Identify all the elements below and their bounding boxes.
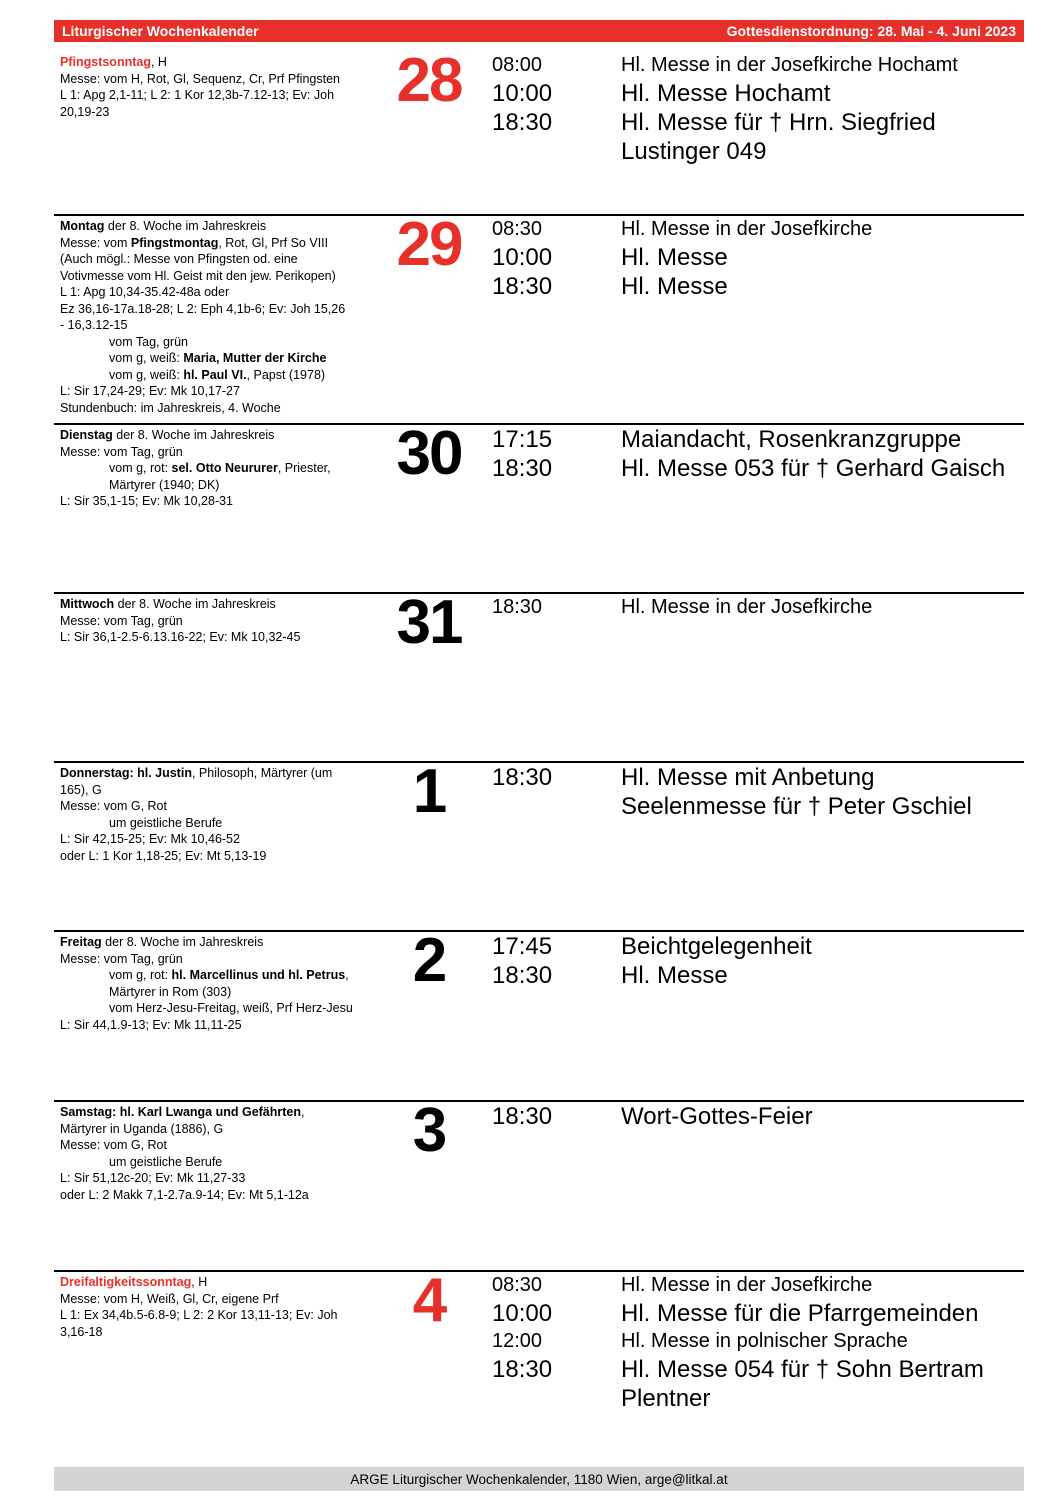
liturgy-text: Stundenbuch: im Jahreskreis, 4. Woche — [60, 400, 281, 415]
service-description: Hl. Messe in der Josefkirche — [621, 218, 873, 240]
liturgy-line — [60, 1000, 390, 1017]
day-block — [54, 1096, 1024, 1202]
liturgy-text: L: Sir 35,1-15; Ev: Mk 10,28-31 — [60, 494, 234, 508]
service-row — [492, 272, 1022, 301]
liturgy-emphasis: sel. Otto Neururer — [171, 461, 278, 475]
service-time: 10:00 — [492, 244, 553, 271]
liturgy-line — [60, 71, 390, 88]
liturgy-line — [60, 350, 390, 367]
liturgy-line — [60, 334, 390, 351]
liturgy-line — [60, 951, 390, 968]
liturgy-line — [60, 54, 390, 71]
liturgy-text: der 8. Woche im Jahreskreis — [104, 219, 267, 233]
liturgy-text: L 1: Ex 34,4b.5-6.8-9; L 2: 2 Kor 13,11-13; Ev: Joh — [60, 1308, 338, 1322]
liturgy-line — [60, 218, 390, 235]
liturgy-text: Messe: vom G, Rot — [60, 1138, 167, 1152]
liturgy-text: Messe: vom Tag, grün — [60, 444, 183, 459]
liturgy-line — [60, 765, 390, 782]
liturgy-text: 165), G — [60, 782, 102, 797]
liturgy-line — [60, 984, 390, 1001]
liturgy-text: Votivmesse vom Hl. Geist mit den jew. Perikopen) — [60, 268, 336, 283]
liturgy-text: um geistliche Berufe — [109, 1154, 223, 1169]
liturgy-emphasis: Pfingstsonntag — [60, 55, 151, 69]
service-time: 18:30 — [492, 273, 553, 300]
liturgy-line — [60, 596, 390, 613]
liturgy-text: , — [301, 1105, 305, 1119]
liturgy-line — [60, 1154, 390, 1171]
header-date-range: Gottesdienstordnung: 28. Mai - 4. Juni 2023 — [726, 23, 1016, 39]
liturgy-line — [60, 1170, 390, 1187]
liturgy-line — [60, 477, 390, 494]
service-row — [492, 932, 1022, 961]
service-list — [492, 425, 1022, 483]
liturgy-text: Messe: vom G, Rot — [60, 799, 167, 813]
liturgy-line — [60, 268, 390, 285]
service-list — [492, 1272, 1022, 1413]
liturgy-line — [60, 782, 390, 799]
liturgy-text: , H — [191, 1275, 208, 1289]
liturgy-line — [60, 87, 390, 104]
service-description: Maiandacht, Rosenkranzgruppe — [621, 426, 962, 453]
header-title: Liturgischer Wochenkalender — [62, 23, 259, 39]
service-time: 18:30 — [492, 109, 553, 136]
service-list — [492, 1102, 1022, 1131]
liturgy-text: , Philosoph, Märtyrer (um — [191, 766, 333, 780]
liturgy-text: 20,19-23 — [60, 104, 110, 119]
service-row — [492, 108, 1022, 166]
liturgy-text: L: Sir 42,15-25; Ev: Mk 10,46-52 — [60, 832, 240, 846]
liturgy-text: L: Sir 44,1.9-13; Ev: Mk 11,11-25 — [60, 1017, 242, 1032]
service-list — [492, 932, 1022, 990]
liturgy-line — [60, 1324, 390, 1341]
liturgy-line — [60, 1307, 390, 1324]
liturgy-emphasis: Donnerstag: hl. Justin — [60, 766, 192, 780]
liturgy-text: L: Sir 17,24-29; Ev: Mk 10,17-27 — [60, 384, 240, 398]
liturgy-line — [60, 427, 390, 444]
liturgy-info — [60, 596, 390, 646]
day-number: 4 — [412, 1266, 446, 1335]
service-description: Hl. Messe — [621, 244, 728, 271]
service-list — [492, 763, 1022, 821]
liturgy-text: Messe: vom H, Weiß, Gl, Cr, eigene Prf — [60, 1291, 279, 1306]
liturgy-emphasis: hl. Marcellinus und hl. Petrus — [171, 968, 346, 982]
service-row — [492, 454, 1022, 483]
liturgy-text: vom Herz-Jesu-Freitag, weiß, Prf Herz-Jesu — [109, 1001, 353, 1015]
service-time: 08:30 — [492, 1274, 543, 1296]
liturgy-emphasis: Mittwoch — [60, 597, 115, 611]
service-description: Hl. Messe in polnischer Sprache — [621, 1330, 908, 1352]
service-row — [492, 52, 1022, 79]
service-time: 10:00 — [492, 80, 553, 107]
liturgy-text: L 1: Apg 2,1-11; L 2: 1 Kor 12,3b-7.12-13; Ev: Joh — [60, 88, 335, 102]
liturgy-line — [60, 301, 390, 318]
liturgy-line — [60, 1274, 390, 1291]
service-description: Hl. Messe Hochamt — [621, 80, 831, 107]
day-block — [54, 1266, 1024, 1412]
liturgy-line — [60, 815, 390, 832]
service-row — [492, 79, 1022, 108]
service-description: Hl. Messe — [621, 962, 728, 989]
service-row — [492, 425, 1022, 454]
liturgy-line — [60, 235, 390, 252]
service-row — [492, 961, 1022, 990]
liturgy-text: Messe: vom — [60, 235, 131, 250]
liturgy-line — [60, 367, 390, 384]
liturgy-line — [60, 798, 390, 815]
service-description: Hl. Messe — [621, 273, 728, 300]
day-number: 30 — [396, 419, 462, 488]
liturgy-text: , — [345, 968, 349, 982]
liturgy-line — [60, 831, 390, 848]
liturgy-info — [60, 765, 390, 864]
liturgy-line — [60, 383, 390, 400]
liturgy-text: , Priester, — [277, 461, 331, 475]
service-time: 10:00 — [492, 1300, 553, 1327]
liturgy-emphasis: Freitag — [60, 935, 102, 949]
service-time: 17:15 — [492, 426, 553, 453]
header-bar — [54, 20, 1024, 42]
service-time: 08:00 — [492, 54, 543, 76]
liturgy-info — [60, 934, 390, 1033]
service-time: 17:45 — [492, 933, 553, 960]
liturgy-line — [60, 104, 390, 121]
day-block — [54, 419, 1024, 508]
liturgy-emphasis: Dienstag — [60, 428, 113, 442]
liturgy-line — [60, 848, 390, 865]
liturgy-line — [60, 1137, 390, 1154]
service-description: Hl. Messe in der Josefkirche Hochamt — [621, 54, 958, 76]
liturgy-emphasis: Montag — [60, 219, 105, 233]
liturgy-text: vom g, rot: — [109, 968, 172, 982]
liturgy-line — [60, 1187, 390, 1204]
liturgy-text: , H — [150, 55, 167, 69]
liturgy-line — [60, 460, 390, 477]
liturgy-line — [60, 934, 390, 951]
liturgy-text: L: Sir 51,12c-20; Ev: Mk 11,27-33 — [60, 1171, 246, 1185]
liturgy-emphasis: Pfingstmontag — [130, 235, 219, 250]
liturgy-text: der 8. Woche im Jahreskreis — [101, 935, 264, 949]
service-row — [492, 1355, 1022, 1413]
liturgy-info — [60, 427, 390, 510]
service-description: Wort-Gottes-Feier — [621, 1103, 813, 1130]
liturgy-text: Messe: vom Tag, grün — [60, 613, 183, 628]
service-row — [492, 1102, 1022, 1131]
liturgy-text: - 16,3.12-15 — [60, 318, 128, 332]
liturgy-text: Messe: vom Tag, grün — [60, 951, 183, 966]
liturgy-text: L: Sir 36,1-2.5-6.13.16-22; Ev: Mk 10,32-45 — [60, 630, 301, 644]
service-description: Hl. Messe 053 für † Gerhard Gaisch — [621, 455, 1006, 482]
day-number: 31 — [396, 588, 462, 657]
day-number: 28 — [396, 46, 462, 115]
service-time: 18:30 — [492, 962, 553, 989]
liturgy-info — [60, 1104, 390, 1203]
day-block — [54, 210, 1024, 415]
service-row — [492, 1299, 1022, 1328]
service-time — [492, 792, 621, 821]
liturgy-line — [60, 1291, 390, 1308]
service-description: Hl. Messe mit Anbetung — [621, 764, 875, 791]
service-time: 08:30 — [492, 218, 543, 240]
liturgy-line — [60, 613, 390, 630]
service-time: 18:30 — [492, 596, 543, 618]
liturgy-text: , Papst (1978) — [246, 367, 326, 382]
service-description: Seelenmesse für † Peter Gschiel — [621, 793, 972, 820]
service-time: 18:30 — [492, 1103, 553, 1130]
liturgy-line — [60, 251, 390, 268]
footer-bar — [54, 1467, 1024, 1491]
liturgy-text: der 8. Woche im Jahreskreis — [112, 428, 275, 442]
liturgy-emphasis: Samstag: hl. Karl Lwanga und Gefährten — [60, 1105, 302, 1119]
service-row — [492, 216, 1022, 243]
service-description: Hl. Messe in der Josefkirche — [621, 596, 873, 618]
liturgy-emphasis: hl. Paul VI. — [183, 367, 247, 382]
day-number: 29 — [396, 210, 462, 279]
liturgy-text: der 8. Woche im Jahreskreis — [114, 597, 276, 611]
day-block — [54, 926, 1024, 1032]
liturgy-line — [60, 1121, 390, 1138]
liturgy-line — [60, 629, 390, 646]
liturgy-text: Märtyrer (1940; DK) — [109, 477, 220, 492]
service-row — [492, 792, 1022, 821]
liturgy-info — [60, 1274, 390, 1340]
liturgy-text: vom g, weiß: — [109, 367, 184, 382]
liturgy-text: , Rot, Gl, Prf So VIII — [218, 235, 329, 250]
service-time: 18:30 — [492, 1356, 553, 1383]
service-time: 18:30 — [492, 455, 553, 482]
liturgy-line — [60, 317, 390, 334]
liturgy-text: (Auch mögl.: Messe von Pfingsten od. eine — [60, 252, 298, 266]
day-number: 3 — [412, 1096, 446, 1165]
day-block — [54, 588, 1024, 657]
service-time: 18:30 — [492, 764, 553, 791]
liturgy-line — [60, 967, 390, 984]
service-row — [492, 1328, 1022, 1355]
liturgy-line — [60, 1017, 390, 1034]
service-row — [492, 594, 1022, 621]
liturgy-line — [60, 493, 390, 510]
liturgy-text: Märtyrer in Uganda (1886), G — [60, 1121, 224, 1136]
liturgy-text: vom g, weiß: — [109, 351, 184, 365]
service-description: Hl. Messe in der Josefkirche — [621, 1274, 873, 1296]
service-description: Hl. Messe für † Hrn. Siegfried Lustinger 049 — [621, 109, 936, 165]
liturgy-info — [60, 54, 390, 120]
liturgy-line — [60, 1104, 390, 1121]
day-number: 2 — [412, 926, 446, 995]
service-row — [492, 1272, 1022, 1299]
service-row — [492, 243, 1022, 272]
service-list — [492, 594, 1022, 621]
service-description: Hl. Messe 054 für † Sohn Bertram Plentner — [621, 1356, 984, 1412]
liturgy-text: vom g, rot: — [109, 461, 172, 475]
service-row — [492, 763, 1022, 792]
liturgy-text: oder L: 1 Kor 1,18-25; Ev: Mt 5,13-19 — [60, 848, 267, 863]
service-description: Hl. Messe für die Pfarrgemeinden — [621, 1300, 979, 1327]
liturgy-text: L 1: Apg 10,34-35.42-48a oder — [60, 285, 230, 299]
footer-text: ARGE Liturgischer Wochenkalender, 1180 Wien, arge@litkal.at — [350, 1471, 728, 1487]
liturgy-info — [60, 218, 390, 416]
liturgy-text: oder L: 2 Makk 7,1-2.7a.9-14; Ev: Mt 5,1-12a — [60, 1187, 309, 1202]
liturgy-line — [60, 400, 390, 417]
liturgy-emphasis: Maria, Mutter der Kirche — [183, 351, 327, 365]
day-block — [54, 757, 1024, 863]
liturgy-line — [60, 444, 390, 461]
liturgy-text: 3,16-18 — [60, 1324, 103, 1339]
liturgy-text: um geistliche Berufe — [109, 815, 223, 830]
service-time: 12:00 — [492, 1330, 543, 1352]
liturgy-text: Märtyrer in Rom (303) — [109, 984, 232, 999]
day-number: 1 — [412, 757, 446, 826]
service-list — [492, 52, 1022, 166]
service-list — [492, 216, 1022, 301]
liturgy-emphasis: Dreifaltigkeitssonntag — [60, 1275, 192, 1289]
service-description: Beichtgelegenheit — [621, 933, 812, 960]
liturgy-text: vom Tag, grün — [109, 334, 188, 349]
liturgy-line — [60, 284, 390, 301]
liturgy-text: Ez 36,16-17a.18-28; L 2: Eph 4,1b-6; Ev: Joh 15,26 — [60, 301, 346, 316]
liturgy-text: Messe: vom H, Rot, Gl, Sequenz, Cr, Prf Pfingsten — [60, 71, 340, 86]
